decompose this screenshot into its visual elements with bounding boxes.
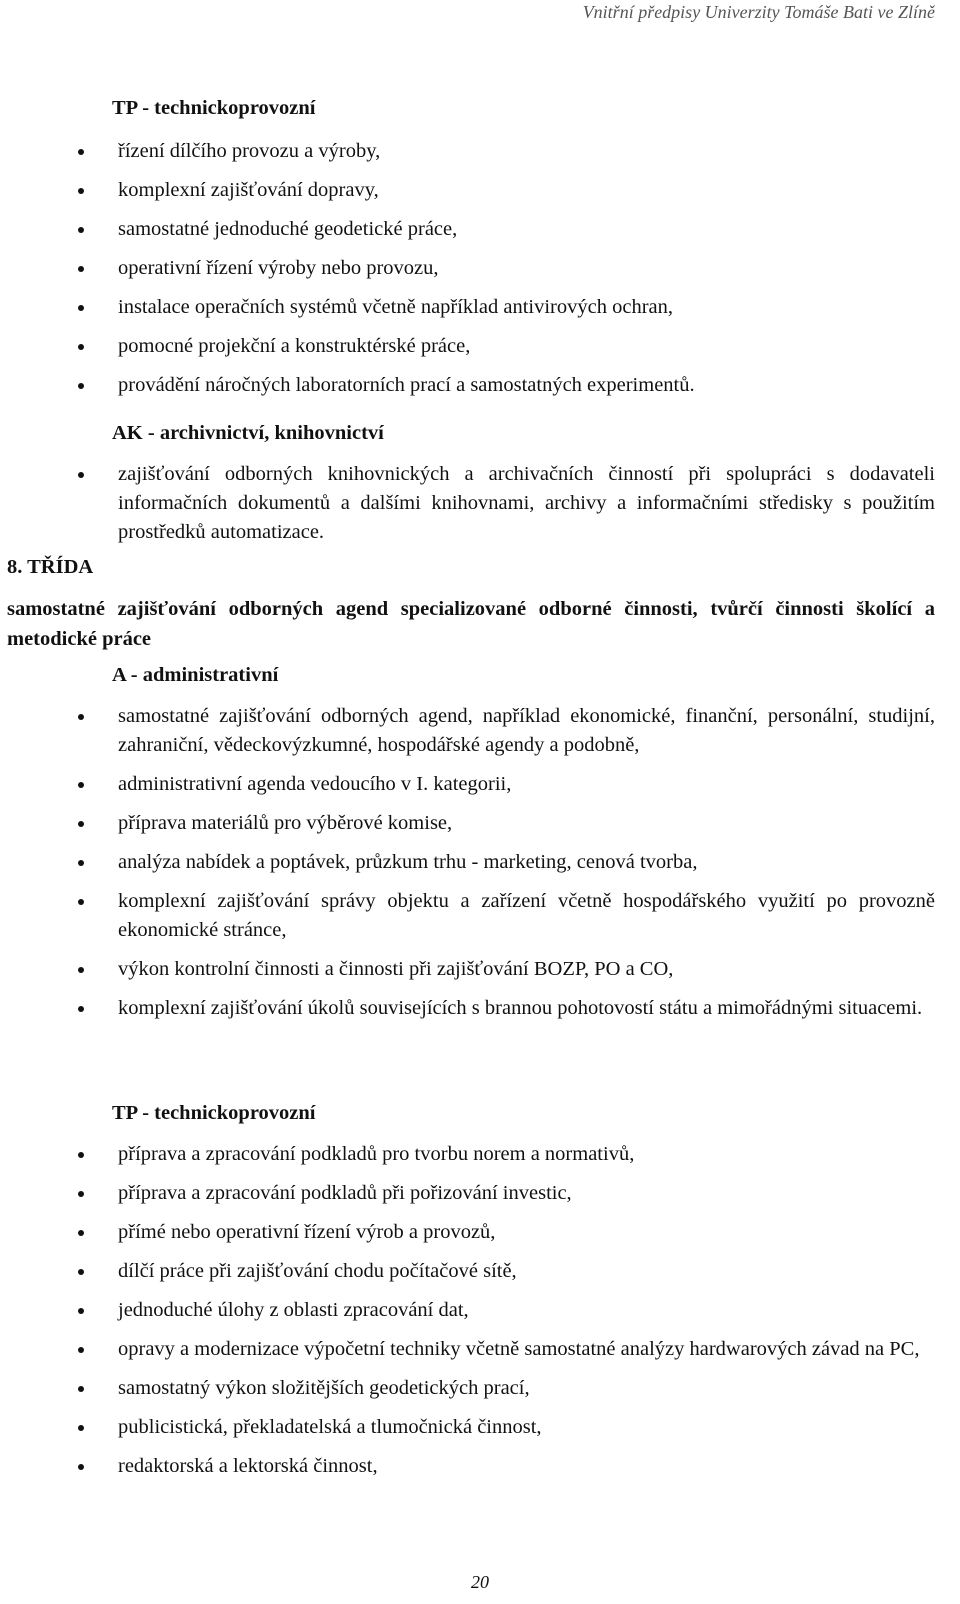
list-item: samostatné jednoduché geodetické práce, bbox=[0, 215, 960, 244]
list-item: pomocné projekční a konstruktérské práce, bbox=[0, 332, 960, 361]
bullet-icon bbox=[78, 383, 84, 389]
list-item: dílčí práce při zajišťování chodu počítačové sítě, bbox=[0, 1257, 960, 1286]
bullet-icon bbox=[78, 472, 84, 478]
list-item: komplexní zajišťování dopravy, bbox=[0, 176, 960, 205]
bullet-icon bbox=[78, 1464, 84, 1470]
list-item: komplexní zajišťování správy objektu a zařízení včetně hospodářského využití po provozně ekonomické stránce, bbox=[0, 887, 960, 945]
section-heading-a: A - administrativní bbox=[112, 664, 279, 686]
list-item: instalace operačních systémů včetně například antivirových ochran, bbox=[0, 293, 960, 322]
section-heading-tp: TP - technickoprovozní bbox=[112, 97, 316, 119]
bullet-icon bbox=[78, 344, 84, 350]
tp-top-list bbox=[0, 137, 960, 400]
list-item: samostatný výkon složitějších geodetických prací, bbox=[0, 1374, 960, 1403]
bullet-icon bbox=[78, 149, 84, 155]
list-item: publicistická, překladatelská a tlumočnická činnost, bbox=[0, 1413, 960, 1442]
bullet-icon bbox=[78, 1425, 84, 1431]
list-item: analýza nabídek a poptávek, průzkum trhu - marketing, cenová tvorba, bbox=[0, 848, 960, 877]
bullet-icon bbox=[78, 1386, 84, 1392]
bullet-icon bbox=[78, 1191, 84, 1197]
list-item: příprava a zpracování podkladů pro tvorbu norem a normativů, bbox=[0, 1140, 960, 1169]
bullet-icon bbox=[78, 305, 84, 311]
list-item: administrativní agenda vedoucího v I. kategorii, bbox=[0, 770, 960, 799]
bullet-icon bbox=[78, 714, 84, 720]
list-item: operativní řízení výroby nebo provozu, bbox=[0, 254, 960, 283]
ak-list bbox=[0, 460, 960, 547]
class-title: 8. TŘÍDA bbox=[7, 556, 94, 578]
running-header: Vnitřní předpisy Univerzity Tomáše Bati ve Zlíně bbox=[582, 2, 935, 22]
bullet-icon bbox=[78, 266, 84, 272]
bullet-icon bbox=[78, 1152, 84, 1158]
bullet-icon bbox=[78, 1006, 84, 1012]
list-item: přímé nebo operativní řízení výrob a provozů, bbox=[0, 1218, 960, 1247]
list-item: jednoduché úlohy z oblasti zpracování dat, bbox=[0, 1296, 960, 1325]
bullet-icon bbox=[78, 1230, 84, 1236]
list-item: příprava materiálů pro výběrové komise, bbox=[0, 809, 960, 838]
bullet-icon bbox=[78, 782, 84, 788]
bullet-icon bbox=[78, 860, 84, 866]
bullet-icon bbox=[78, 1269, 84, 1275]
list-item: samostatné zajišťování odborných agend, například ekonomické, finanční, personální, studijní, zahraniční, vědeckovýzkumné, hospodářské agendy a podobně, bbox=[0, 702, 960, 760]
bullet-icon bbox=[78, 1308, 84, 1314]
page-number: 20 bbox=[471, 1572, 489, 1592]
bullet-icon bbox=[78, 821, 84, 827]
list-item: opravy a modernizace výpočetní techniky včetně samostatné analýzy hardwarových závad na PC, bbox=[0, 1335, 960, 1364]
list-item: zajišťování odborných knihovnických a archivačních činností při spolupráci s dodavateli informačních dokumentů a dalšími knihovnami, archivy a informačními středisky s použitím prostředků automatizace. bbox=[0, 460, 960, 547]
section-heading-tp: TP - technickoprovozní bbox=[112, 1102, 316, 1124]
a-list bbox=[0, 702, 960, 1023]
list-item: redaktorská a lektorská činnost, bbox=[0, 1452, 960, 1481]
list-item: příprava a zpracování podkladů při pořizování investic, bbox=[0, 1179, 960, 1208]
list-item: řízení dílčího provozu a výroby, bbox=[0, 137, 960, 166]
list-item: provádění náročných laboratorních prací a samostatných experimentů. bbox=[0, 371, 960, 400]
list-item: výkon kontrolní činnosti a činnosti při zajišťování BOZP, PO a CO, bbox=[0, 955, 960, 984]
bullet-icon bbox=[78, 227, 84, 233]
bullet-icon bbox=[78, 967, 84, 973]
bullet-icon bbox=[78, 188, 84, 194]
bullet-icon bbox=[78, 899, 84, 905]
bullet-icon bbox=[78, 1347, 84, 1353]
class-description: samostatné zajišťování odborných agend specializované odborné činnosti, tvůrčí činnosti školící a metodické práce bbox=[7, 598, 935, 650]
tp-bottom-list bbox=[0, 1140, 960, 1481]
list-item: komplexní zajišťování úkolů souvisejících s brannou pohotovostí státu a mimořádnými situacemi. bbox=[0, 994, 960, 1023]
section-heading-ak: AK - archivnictví, knihovnictví bbox=[112, 422, 384, 444]
